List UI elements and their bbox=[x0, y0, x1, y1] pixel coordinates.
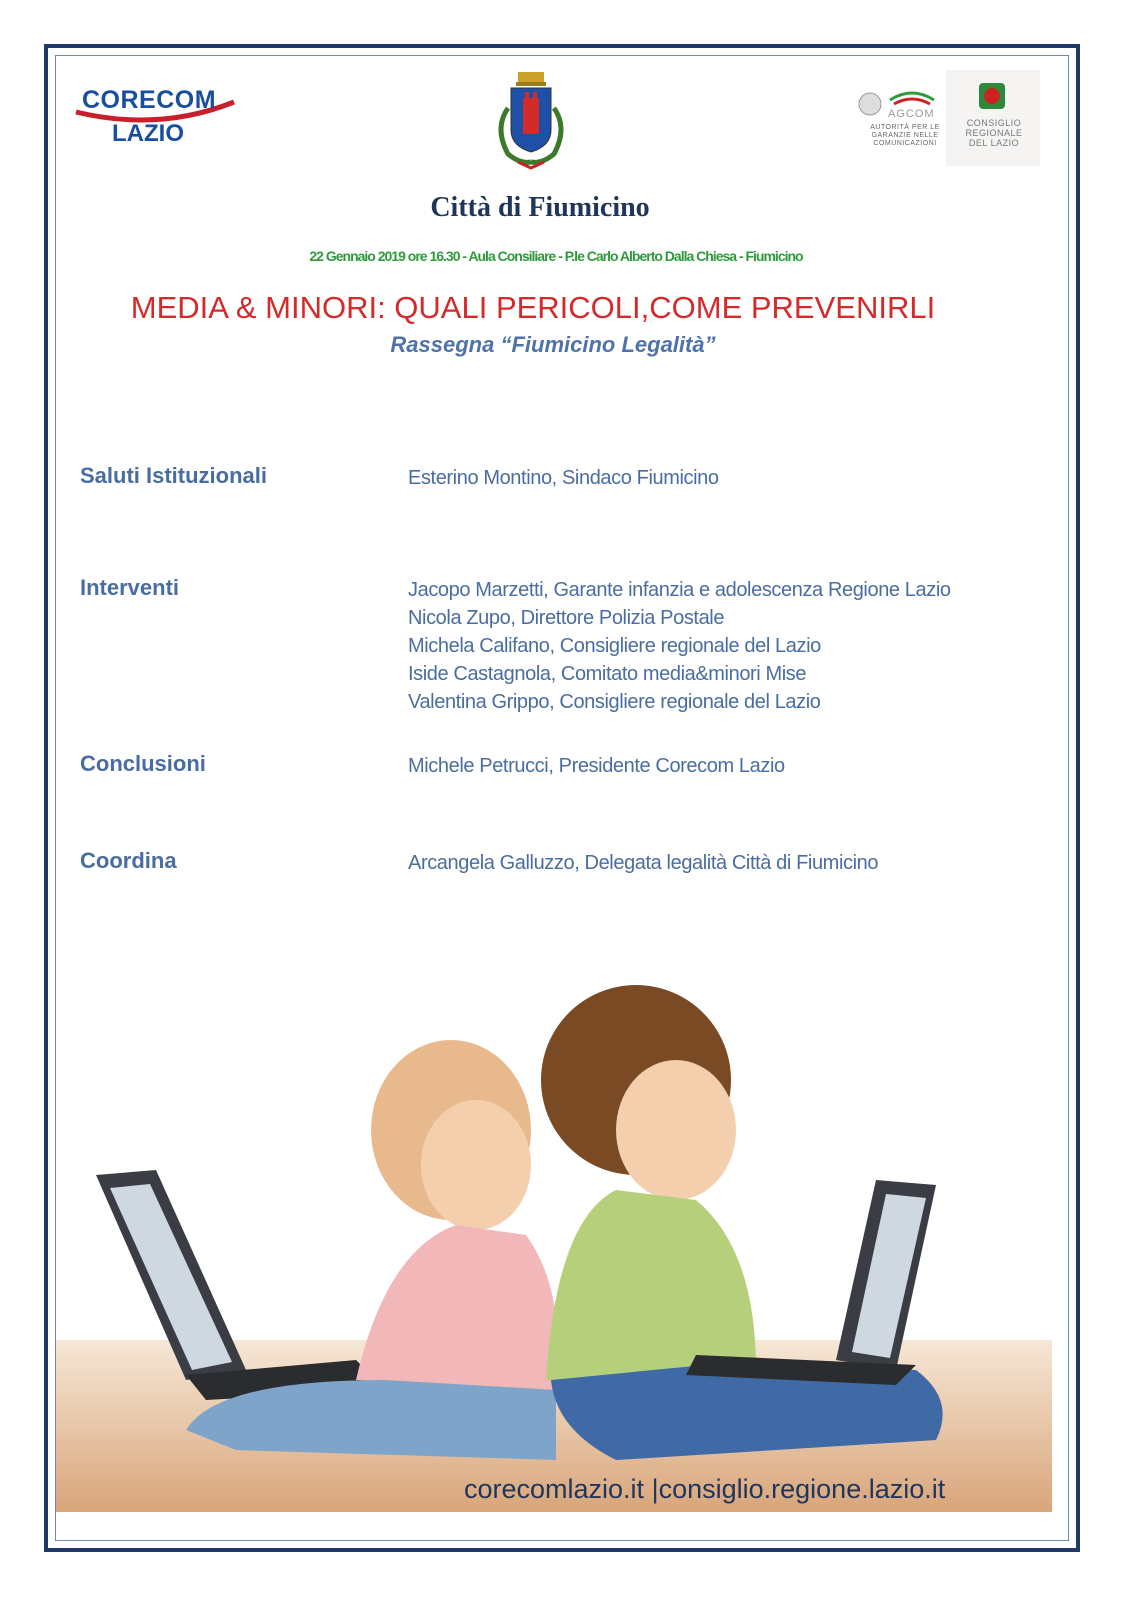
footer-links: corecomlazio.it |consiglio.regione.lazio.it bbox=[464, 1474, 946, 1504]
saluti-label: Saluti Istituzionali bbox=[80, 463, 268, 488]
coordina-speakers bbox=[408, 849, 878, 877]
event-subtitle: Rassegna “Fiumicino Legalità” bbox=[390, 332, 716, 357]
event-title: MEDIA & MINORI: QUALI PERICOLI,COME PREVENIRLI bbox=[130, 290, 936, 325]
agcom-caption: AUTORITÀ PER LE GARANZIE NELLE COMUNICAZIONI bbox=[870, 124, 940, 147]
conclusioni-speakers bbox=[408, 752, 785, 780]
children-laptops-photo bbox=[56, 960, 1052, 1512]
conclusioni-label: Conclusioni bbox=[80, 751, 206, 776]
speaker-line: Michela Califano, Consigliere regionale del Lazio bbox=[408, 635, 821, 657]
corecom-logo-line1: CORECOM bbox=[82, 86, 217, 114]
speaker-line: Valentina Grippo, Consigliere regionale del Lazio bbox=[408, 691, 821, 713]
event-date-line: 22 Gennaio 2019 ore 16.30 - Aula Consiliare - P.le Carlo Alberto Dalla Chiesa - Fiumicino bbox=[309, 248, 803, 264]
speaker-line: Jacopo Marzetti, Garante infanzia e adolescenza Regione Lazio bbox=[408, 579, 951, 601]
speaker-line: Arcangela Galluzzo, Delegata legalità Città di Fiumicino bbox=[408, 852, 879, 874]
interventi-label: Interventi bbox=[80, 575, 180, 600]
fiumicino-crest-icon bbox=[486, 68, 576, 176]
agcom-name: AGCOM bbox=[888, 108, 935, 120]
city-title: Città di Fiumicino bbox=[430, 192, 650, 223]
speaker-line: Iside Castagnola, Comitato media&minori Mise bbox=[408, 663, 807, 685]
interventi-speakers bbox=[408, 576, 951, 716]
consiglio-emblem-icon bbox=[976, 80, 1008, 112]
speaker-line: Michele Petrucci, Presidente Corecom Lazio bbox=[408, 755, 785, 777]
saluti-speakers bbox=[408, 464, 719, 492]
consiglio-caption: CONSIGLIO REGIONALE DEL LAZIO bbox=[965, 118, 1023, 148]
speaker-line: Esterino Montino, Sindaco Fiumicino bbox=[408, 467, 719, 489]
speaker-line: Nicola Zupo, Direttore Polizia Postale bbox=[408, 607, 725, 629]
corecom-logo-line2: LAZIO bbox=[112, 120, 184, 147]
coordina-label: Coordina bbox=[80, 848, 177, 873]
